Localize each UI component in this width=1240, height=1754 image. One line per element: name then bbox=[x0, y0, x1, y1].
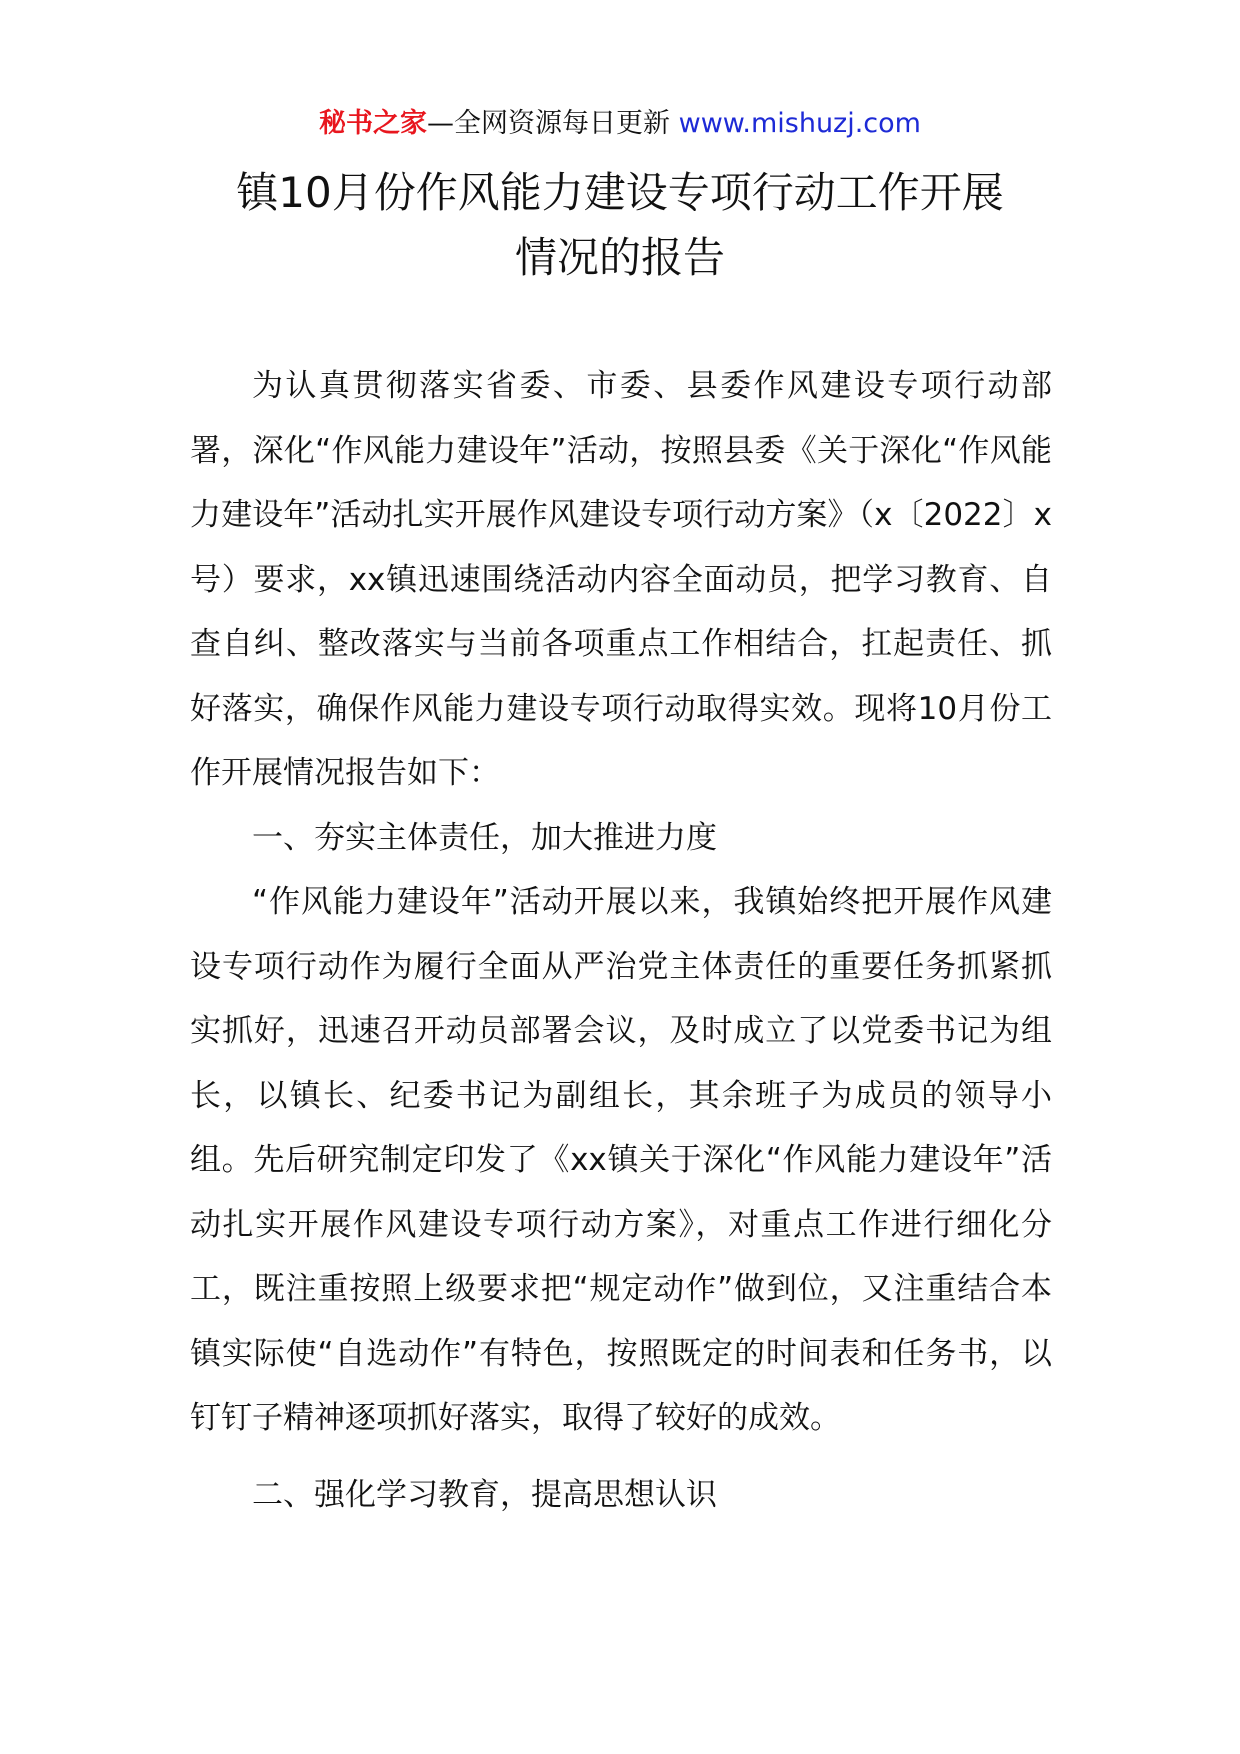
header-tagline: —全网资源每日更新 bbox=[427, 108, 671, 139]
site-url-link[interactable]: www.mishuzj.com bbox=[678, 108, 921, 139]
section-2-heading: 二、强化学习教育，提高思想认识 bbox=[252, 1476, 717, 1513]
section-1-heading: 一、夯实主体责任，加大推进力度 bbox=[252, 819, 717, 856]
intro-paragraph: 为认真贯彻落实省委、市委、县委作风建设专项行动部署，深化“作风能力建设年”活动，按照县委《关于深化“作风能力建设年”活动扎实开展作风建设专项行动方案》（x〔2022〕x号）要求，xx镇迅速围绕活动内容全面动员，把学习教育、自查自纠、整改落实与当前各项重点工作相结合，扛起责任、抓好落实，确保作风能力建设专项行动取得实效。现将10月份工作开展情况报告如下： bbox=[190, 368, 1052, 791]
site-header bbox=[0, 104, 1240, 144]
title-line-2: 情况的报告 bbox=[514, 233, 725, 282]
document-title bbox=[170, 160, 1070, 290]
document-body bbox=[190, 354, 1052, 1527]
title-line-1: 镇10月份作风能力建设专项行动工作开展 bbox=[236, 168, 1004, 217]
section-1-paragraph: “作风能力建设年”活动开展以来，我镇始终把开展作风建设专项行动作为履行全面从严治党主体责任的重要任务抓紧抓实抓好，迅速召开动员部署会议，及时成立了以党委书记为组长，以镇长、纪委书记为副组长，其余班子为成员的领导小组。先后研究制定印发了《xx镇关于深化“作风能力建设年”活动扎实开展作风建设专项行动方案》，对重点工作进行细化分工，既注重按照上级要求把“规定动作”做到位，又注重结合本镇实际使“自选动作”有特色，按照既定的时间表和任务书，以钉钉子精神逐项抓好落实，取得了较好的成效。 bbox=[190, 884, 1052, 1436]
brand-name: 秘书之家 bbox=[319, 108, 428, 139]
